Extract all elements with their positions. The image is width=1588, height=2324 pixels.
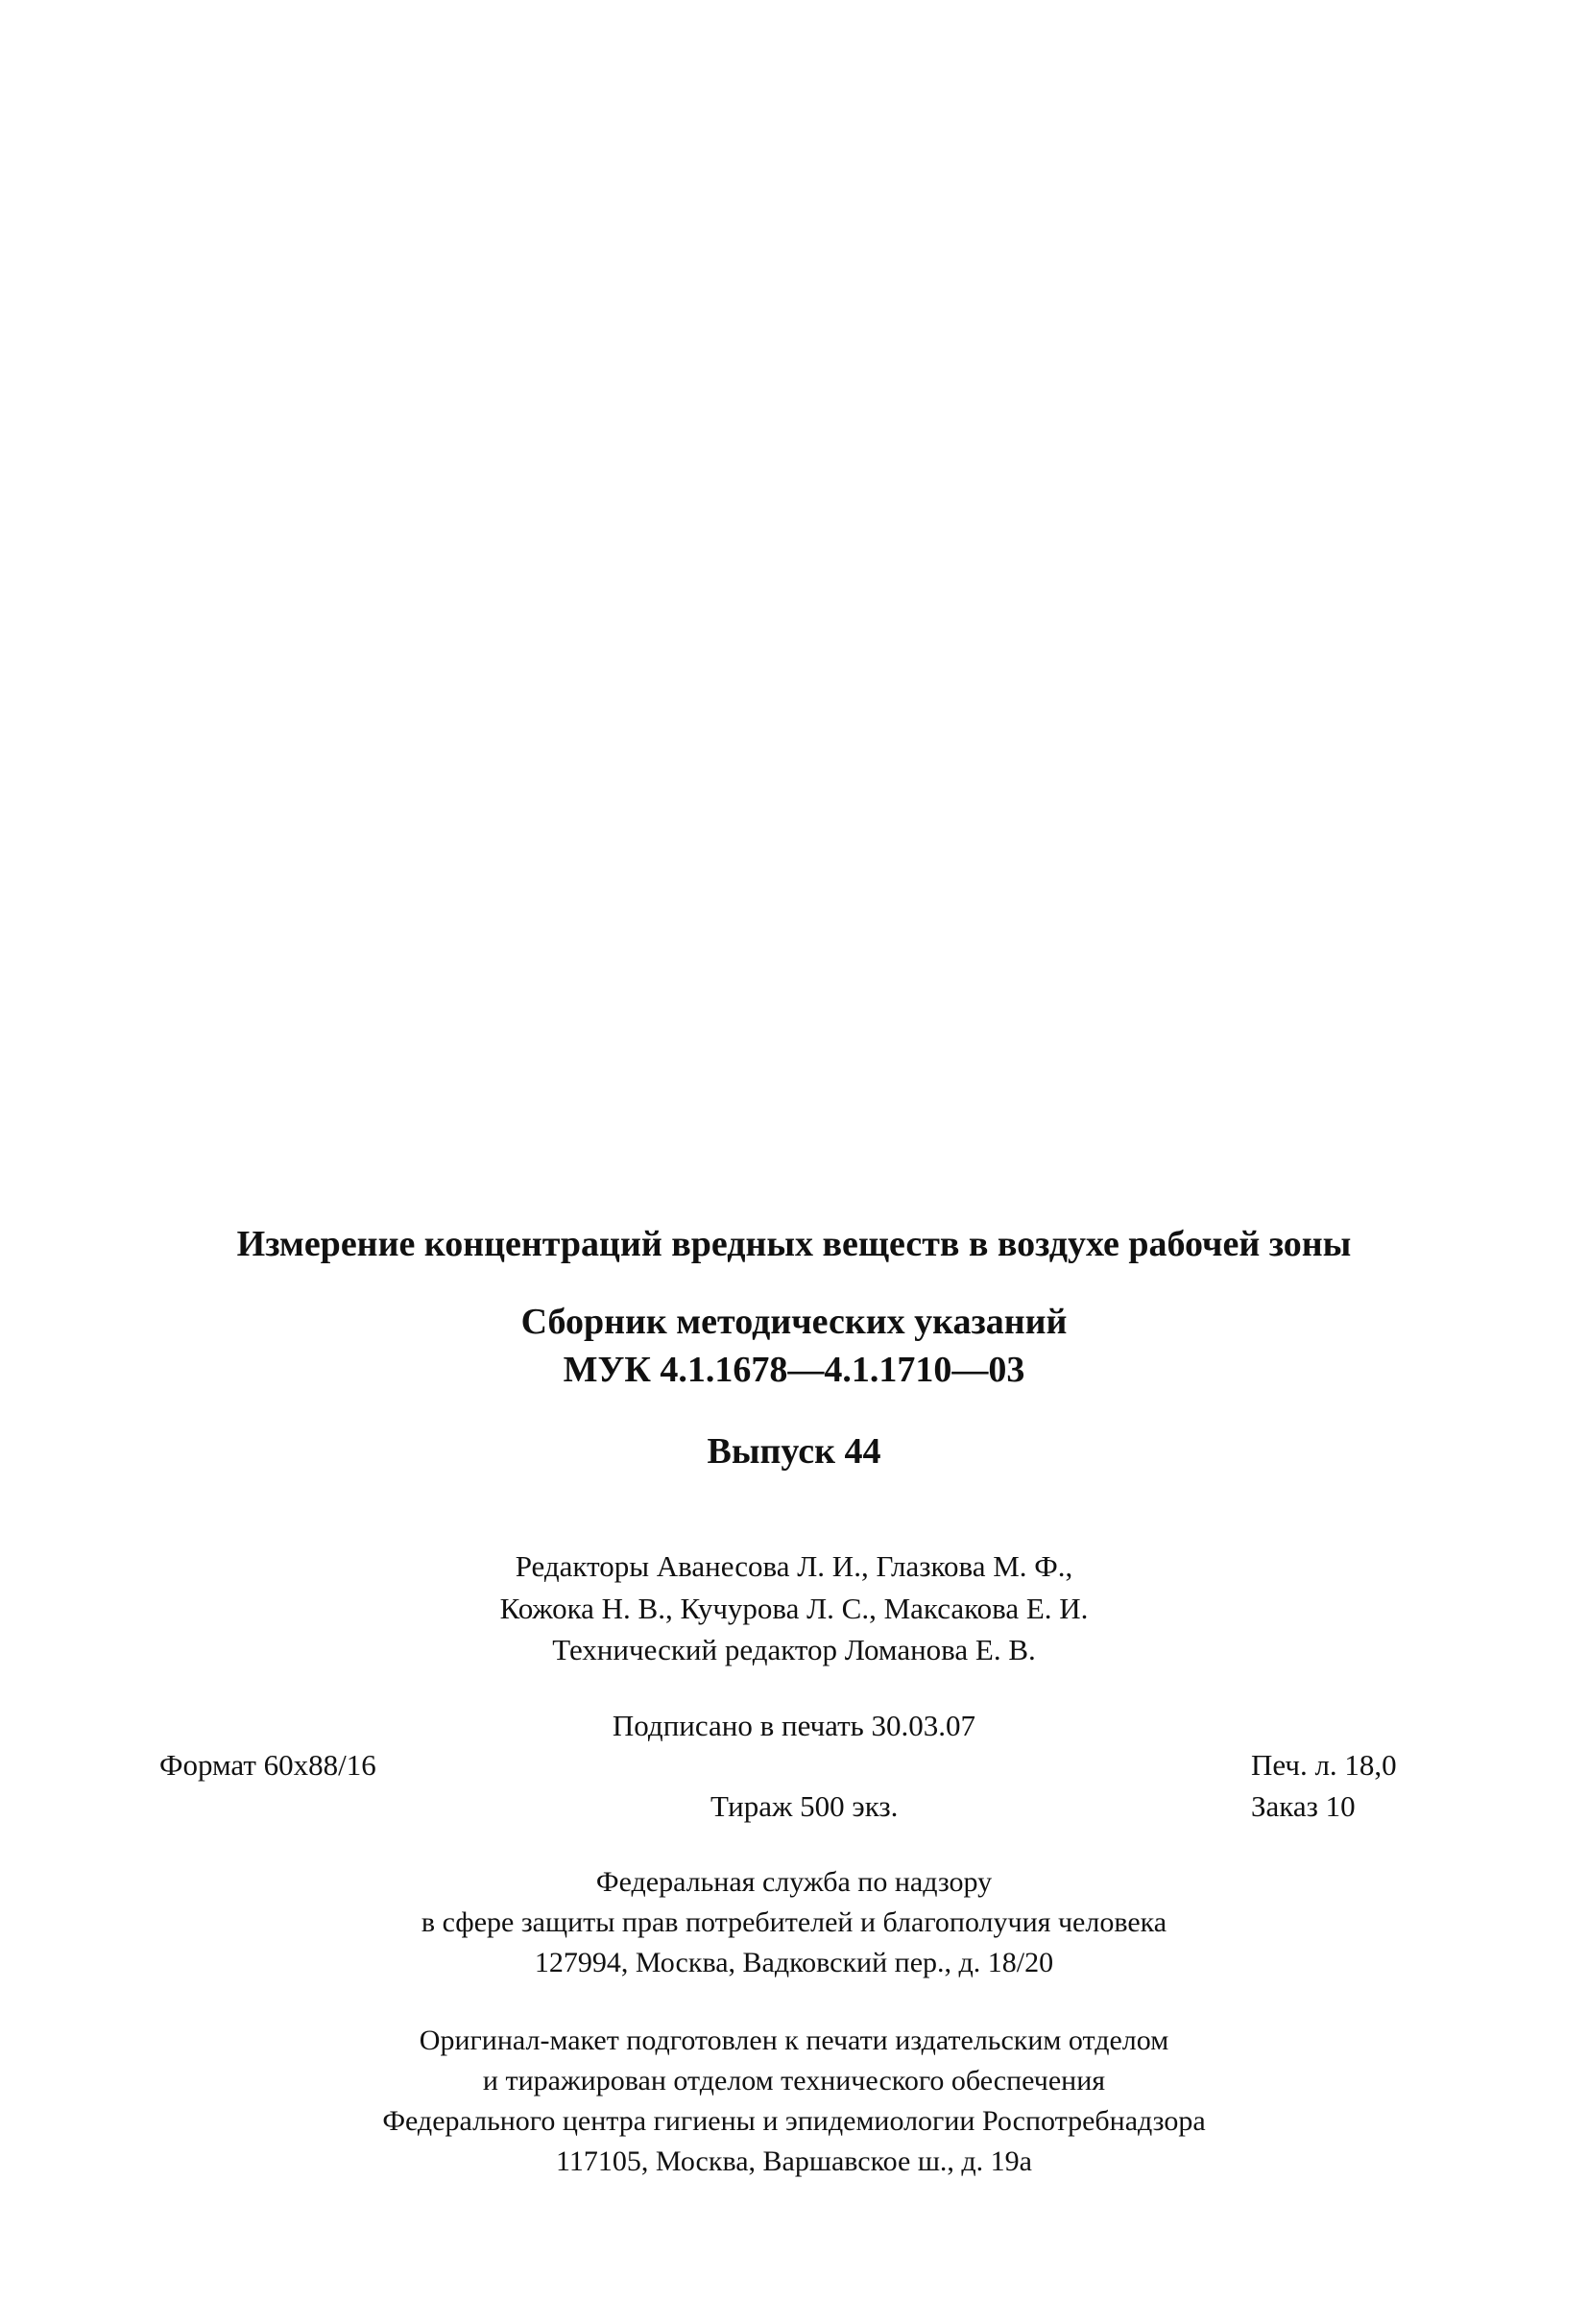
printer-address: 117105, Москва, Варшавское ш., д. 19а: [556, 2145, 1032, 2177]
publisher-line-2: в сфере защиты прав потребителей и благополучия человека: [421, 1906, 1167, 1938]
editors-line-2: Кожока Н. В., Кучурова Л. С., Максакова Е. И.: [499, 1592, 1089, 1625]
circulation-info: Тираж 500 экз.: [710, 1789, 899, 1823]
collection-title: Сборник методических указаний: [520, 1302, 1068, 1342]
publisher-line-1: Федеральная служба по надзору: [595, 1866, 993, 1898]
publisher-address: 127994, Москва, Вадковский пер., д. 18/20: [534, 1947, 1054, 1978]
document-title: Измерение концентраций вредных веществ в воздухе рабочей зоны: [236, 1224, 1352, 1264]
muk-code: МУК 4.1.1678—4.1.1710—03: [563, 1350, 1025, 1390]
printer-line-2: и тиражирован отделом технического обеспечения: [482, 2065, 1106, 2096]
tech-editor: Технический редактор Ломанова Е. В.: [552, 1633, 1036, 1666]
order-info: Заказ 10: [1251, 1789, 1356, 1823]
signed-to-print: Подписано в печать 30.03.07: [612, 1709, 976, 1742]
editors-line-1: Редакторы Аванесова Л. И., Глазкова М. Ф.,: [515, 1549, 1073, 1583]
format-info: Формат 60х88/16: [159, 1748, 376, 1782]
printer-line-1: Оригинал-макет подготовлен к печати издательским отделом: [419, 2025, 1169, 2056]
printer-line-3: Федерального центра гигиены и эпидемиологии Роспотребнадзора: [382, 2105, 1206, 2137]
issue-number: Выпуск 44: [707, 1431, 881, 1472]
print-sheets-info: Печ. л. 18,0: [1251, 1748, 1397, 1782]
